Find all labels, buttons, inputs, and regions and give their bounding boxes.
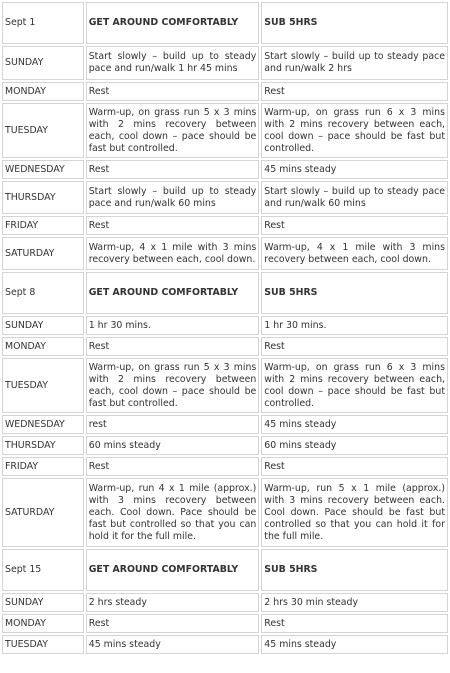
plan-cell-sub5: 1 hr 30 mins. <box>261 316 448 335</box>
day-label: THURSDAY <box>2 436 84 455</box>
day-label: THURSDAY <box>2 181 84 214</box>
plan-cell-sub5: 45 mins steady <box>261 635 448 654</box>
plan-cell-sub5: Rest <box>261 614 448 633</box>
plan-cell-sub5: Rest <box>261 82 448 101</box>
plan-cell-comfortable: Warm-up, on grass run 5 x 3 mins with 2 mins recovery between each, cool down – pace should be fast but controlled. <box>86 103 260 158</box>
plan-cell-sub5: Warm-up, 4 x 1 mile with 3 mins recovery between each, cool down. <box>261 237 448 270</box>
plan-cell-sub5: Start slowly – build up to steady pace and run/walk 60 mins <box>261 181 448 214</box>
plan-cell-sub5: Rest <box>261 216 448 235</box>
plan-cell-sub5: 2 hrs 30 min steady <box>261 593 448 612</box>
plan-cell-comfortable: Rest <box>86 457 260 476</box>
day-label: FRIDAY <box>2 457 84 476</box>
day-row <box>2 237 448 270</box>
plan-cell-comfortable: Rest <box>86 337 260 356</box>
day-row <box>2 103 448 158</box>
plan-cell-comfortable: rest <box>86 415 260 434</box>
day-row <box>2 160 448 179</box>
plan-cell-comfortable: Rest <box>86 614 260 633</box>
week-label: Sept 8 <box>2 272 84 314</box>
day-label: SUNDAY <box>2 593 84 612</box>
day-label: WEDNESDAY <box>2 415 84 434</box>
column-header-sub5: SUB 5HRS <box>261 549 448 591</box>
plan-cell-comfortable: Warm-up, run 4 x 1 mile (approx.) with 3 mins recovery between each. Cool down. Pace should be fast but controlled so that you can hold it for the full mile. <box>86 478 260 547</box>
column-header-comfortable: GET AROUND COMFORTABLY <box>86 2 260 44</box>
week-label: Sept 15 <box>2 549 84 591</box>
day-label: SATURDAY <box>2 237 84 270</box>
day-label: SUNDAY <box>2 316 84 335</box>
plan-cell-comfortable: Start slowly – build up to steady pace and run/walk 60 mins <box>86 181 260 214</box>
day-row <box>2 316 448 335</box>
training-plan-body <box>2 2 448 654</box>
column-header-sub5: SUB 5HRS <box>261 272 448 314</box>
day-label: MONDAY <box>2 82 84 101</box>
plan-cell-comfortable: Rest <box>86 216 260 235</box>
plan-cell-sub5: Warm-up, run 5 x 1 mile (approx.) with 3 mins recovery between each. Cool down. Pace should be fast but controlled so that you can hold it for the full mile. <box>261 478 448 547</box>
plan-cell-sub5: Rest <box>261 457 448 476</box>
day-label: TUESDAY <box>2 358 84 413</box>
day-label: MONDAY <box>2 614 84 633</box>
plan-cell-comfortable: 2 hrs steady <box>86 593 260 612</box>
plan-cell-sub5: Warm-up, on grass run 6 x 3 mins with 2 mins recovery between each, cool down – pace should be fast but controlled. <box>261 103 448 158</box>
column-header-sub5: SUB 5HRS <box>261 2 448 44</box>
week-header-row <box>2 549 448 591</box>
day-row <box>2 216 448 235</box>
day-row <box>2 478 448 547</box>
day-row <box>2 46 448 80</box>
day-label: FRIDAY <box>2 216 84 235</box>
column-header-comfortable: GET AROUND COMFORTABLY <box>86 549 260 591</box>
plan-cell-comfortable: Rest <box>86 160 260 179</box>
day-row <box>2 82 448 101</box>
plan-cell-comfortable: Warm-up, on grass run 5 x 3 mins with 2 mins recovery between each, cool down – pace should be fast but controlled. <box>86 358 260 413</box>
plan-cell-sub5: 45 mins steady <box>261 415 448 434</box>
week-header-row <box>2 2 448 44</box>
day-label: MONDAY <box>2 337 84 356</box>
plan-cell-sub5: Warm-up, on grass run 6 x 3 mins with 2 mins recovery between each, cool down – pace should be fast but controlled. <box>261 358 448 413</box>
day-row <box>2 457 448 476</box>
plan-cell-sub5: Rest <box>261 337 448 356</box>
day-label: TUESDAY <box>2 635 84 654</box>
plan-cell-comfortable: Rest <box>86 82 260 101</box>
day-row <box>2 181 448 214</box>
day-row <box>2 358 448 413</box>
day-row <box>2 593 448 612</box>
day-label: WEDNESDAY <box>2 160 84 179</box>
day-label: SATURDAY <box>2 478 84 547</box>
day-label: TUESDAY <box>2 103 84 158</box>
day-row <box>2 415 448 434</box>
plan-cell-comfortable: 1 hr 30 mins. <box>86 316 260 335</box>
day-row <box>2 614 448 633</box>
day-row <box>2 436 448 455</box>
week-header-row <box>2 272 448 314</box>
day-label: SUNDAY <box>2 46 84 80</box>
plan-cell-comfortable: 60 mins steady <box>86 436 260 455</box>
plan-cell-comfortable: Warm-up, 4 x 1 mile with 3 mins recovery between each, cool down. <box>86 237 260 270</box>
plan-cell-comfortable: 45 mins steady <box>86 635 260 654</box>
week-label: Sept 1 <box>2 2 84 44</box>
day-row <box>2 635 448 654</box>
column-header-comfortable: GET AROUND COMFORTABLY <box>86 272 260 314</box>
plan-cell-sub5: 60 mins steady <box>261 436 448 455</box>
plan-cell-sub5: 45 mins steady <box>261 160 448 179</box>
plan-cell-sub5: Start slowly – build up to steady pace and run/walk 2 hrs <box>261 46 448 80</box>
day-row <box>2 337 448 356</box>
plan-cell-comfortable: Start slowly – build up to steady pace and run/walk 1 hr 45 mins <box>86 46 260 80</box>
